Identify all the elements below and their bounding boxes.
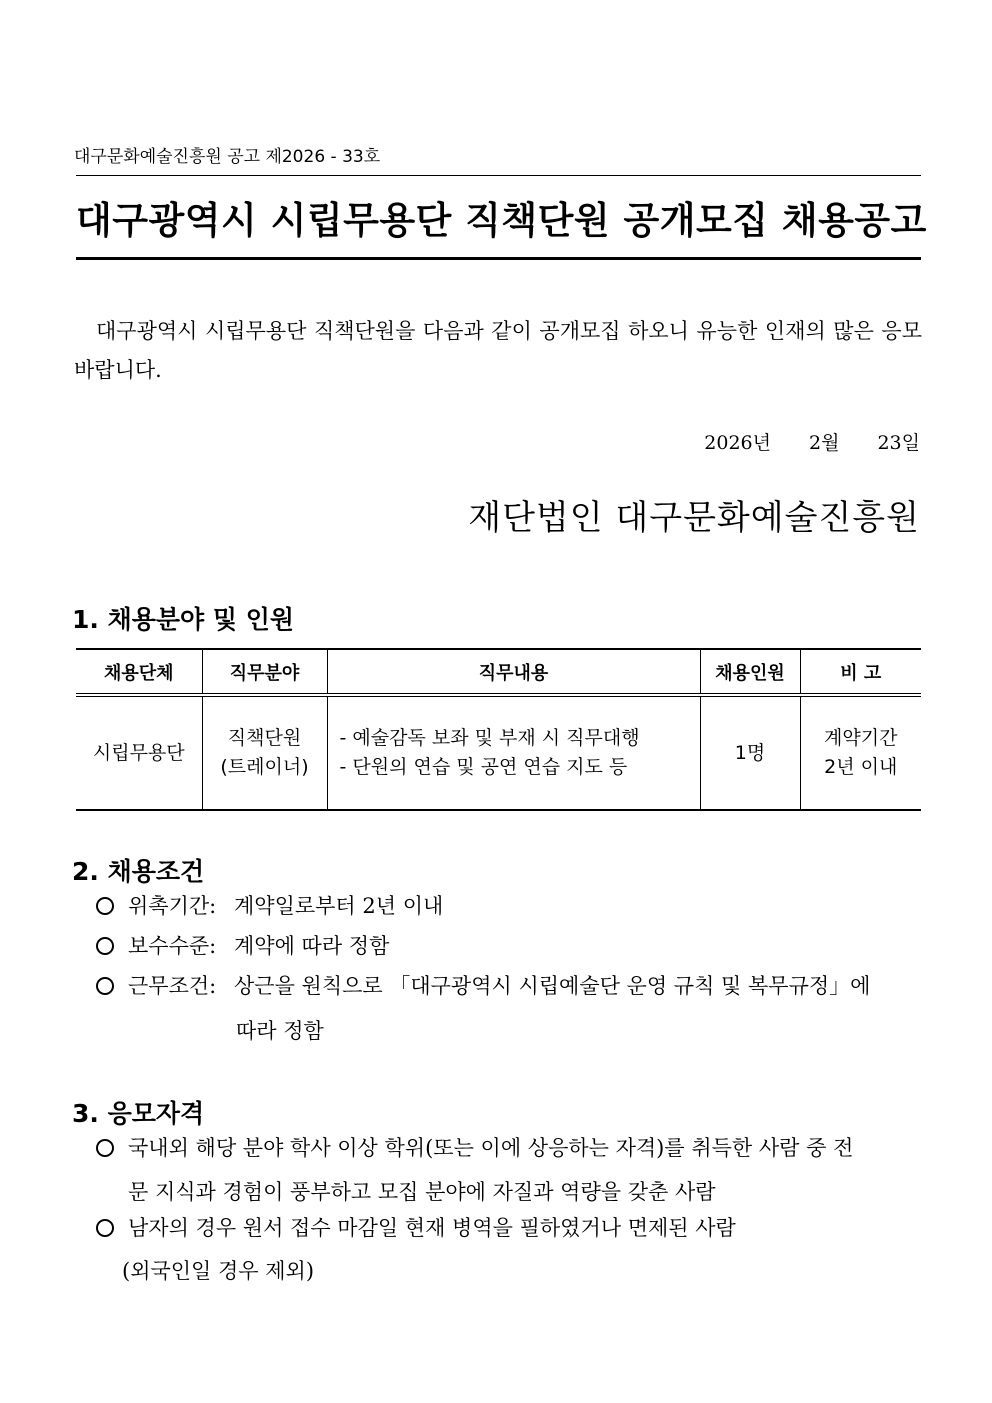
cell-count: 1명 [700,695,800,810]
date-day: 23일 [877,432,920,454]
condition-label: 위촉기간: [128,894,217,918]
condition-item [96,927,389,966]
cell-group: 시립무용단 [76,695,202,810]
header-field: 직무분야 [202,649,327,695]
organization-name: 재단법인 대구문화예술진흥원 [468,498,920,538]
section2-heading: 2. 채용조건 [72,857,205,886]
section1-heading: 1. 채용분야 및 인원 [72,605,295,634]
header-duty: 직무내용 [327,649,700,695]
condition-continuation: 따라 정함 [236,1019,324,1043]
cell-note [800,695,921,810]
announcement-date [704,428,920,455]
header-group: 채용단체 [76,649,202,695]
circle-bullet-icon [96,1139,114,1157]
condition-item [96,887,443,926]
qualification-line1: 남자의 경우 원서 접수 마감일 현재 병역을 필하였거나 면제된 사람 [128,1216,736,1240]
recruitment-table [76,648,921,811]
condition-label: 근무조건: [128,974,217,998]
qualification-item [96,1209,736,1248]
cell-field-line1: 직책단원 [227,727,302,749]
cell-note-line2: 2년 이내 [824,756,898,778]
intro-paragraph: 대구광역시 시립무용단 직책단원을 다음과 같이 공개모집 하오니 유능한 인재의 많은 응모 바랍니다. [74,319,922,382]
section3-heading: 3. 응모자격 [72,1099,205,1128]
cell-duty-line1: - 예술감독 보좌 및 부재 시 직무대행 [339,727,640,749]
condition-label: 보수수준: [128,934,217,958]
cell-field-line2: (트레이너) [220,756,309,778]
condition-text: 계약에 따라 정함 [234,934,390,958]
title-bottom-rule [76,257,921,260]
page-title: 대구광역시 시립무용단 직책단원 공개모집 채용공고 [76,199,927,242]
circle-bullet-icon [96,937,114,955]
qualification-line2: 문 지식과 경험이 풍부하고 모집 분야에 자질과 역량을 갖춘 사람 [128,1180,716,1204]
condition-text: 계약일로부터 2년 이내 [234,894,444,918]
date-month: 2월 [809,432,840,454]
cell-note-line1: 계약기간 [824,727,898,749]
cell-field [202,695,327,810]
date-year: 2026년 [704,432,772,454]
notice-number: 대구문화예술진흥원 공고 제2026 - 33호 [74,147,381,167]
qualification-item [96,1129,853,1168]
header-note: 비 고 [800,649,921,695]
condition-text: 상근을 원칙으로 「대구광역시 시립예술단 운영 규칙 및 복무규정」에 [234,974,871,998]
table-row [76,695,921,810]
qualification-line1: 국내외 해당 분야 학사 이상 학위(또는 이에 상응하는 자격)를 취득한 사람 중 전 [128,1136,854,1160]
circle-bullet-icon [96,897,114,915]
circle-bullet-icon [96,977,114,995]
title-top-rule [76,175,921,176]
condition-item [96,967,870,1006]
qualification-line2: (외국인일 경우 제외) [122,1259,315,1283]
cell-duty [327,695,700,810]
header-count: 채용인원 [700,649,800,695]
circle-bullet-icon [96,1219,114,1237]
table-header-row [76,649,921,695]
cell-duty-line2: - 단원의 연습 및 공연 연습 지도 등 [339,756,628,778]
